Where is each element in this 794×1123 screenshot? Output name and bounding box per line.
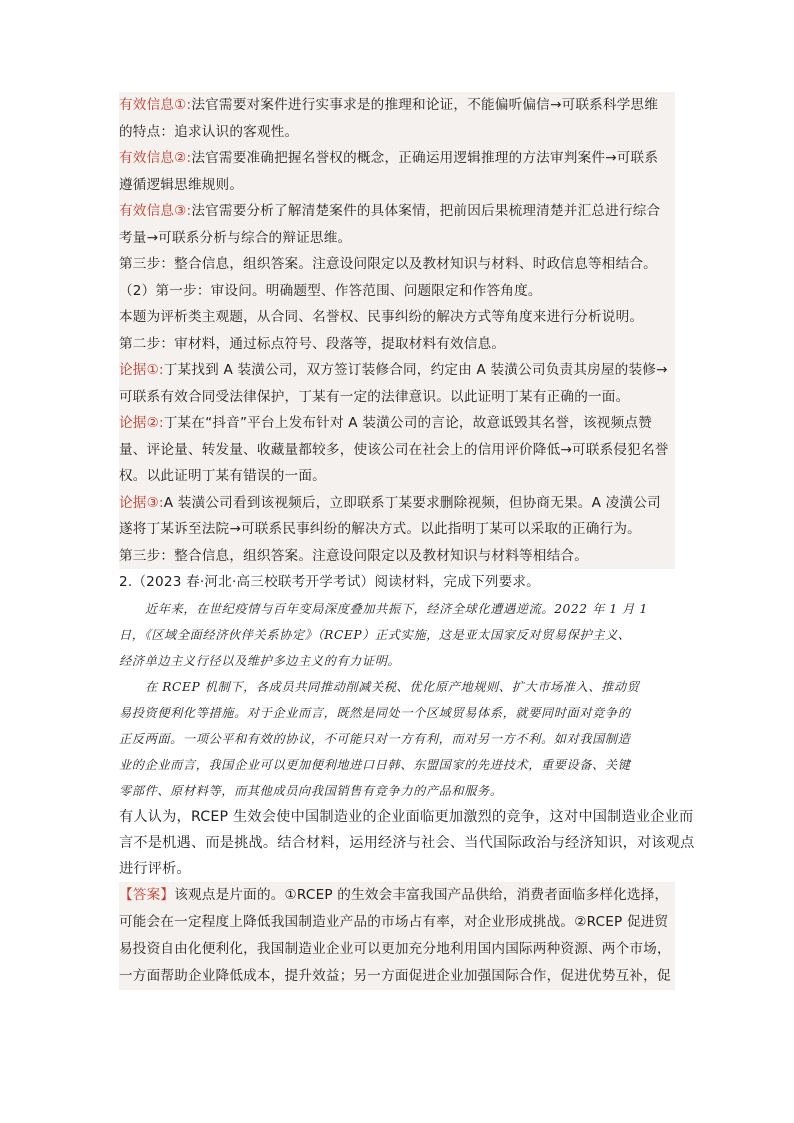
analysis-line [119, 463, 675, 490]
prompt-line: 言不是机遇、而是挑战。结合材料，运用经济与社会、当代国际政治与经济知识，对该观点 [119, 834, 695, 851]
material-line: 业的企业而言，我国企业可以更加便利地进口日韩、东盟国家的先进技术，重要设备、关键 [119, 757, 631, 772]
question-prompt [119, 804, 695, 882]
analysis-line [119, 490, 675, 517]
analysis-line [119, 543, 675, 570]
analysis-text: 量、评论量、转发量、收藏量都较多，使该公司在社会上的信用评价降低→可联系侵犯名誉 [119, 441, 669, 458]
answer-tag: 【答案】 [119, 886, 175, 903]
material-line: 零部件、原材料等，而其他成员向我国销售有竞争力的产品和服务。 [119, 783, 503, 798]
analysis-text: 第二步：审材料，通过标点符号、段落等，提取材料有效信息。 [119, 335, 506, 352]
answer-text: 易投资自由化便利化，我国制造业企业可以更加充分地利用国内国际两种资源、两个市场， [119, 940, 671, 957]
info-label: 论据①: [119, 362, 164, 378]
material-line: 近年来，在世纪疫情与百年变局深度叠加共振下，经济全球化遭遇逆流。2022 年 1 月 1 [145, 601, 648, 616]
answer-line [119, 909, 675, 936]
answer-line [119, 882, 675, 909]
analysis-line [119, 410, 675, 437]
analysis-line [119, 304, 675, 331]
answer-text: 一方面帮助企业降低成本，提升效益；另一方面促进企业加强国际合作，促进优势互补，促 [119, 967, 671, 984]
analysis-section [119, 92, 675, 569]
question-2 [119, 569, 695, 882]
question-header: 2.（2023 春·河北·高三校联考开学考试）阅读材料，完成下列要求。 [119, 574, 540, 590]
answer-line [119, 963, 675, 990]
analysis-text: 本题为评析类主观题，从合同、名誉权、民事纠纷的解决方式等角度来进行分析说明。 [119, 309, 644, 325]
analysis-line [119, 172, 675, 199]
material-line: 在 RCEP 机制下，各成员共同推动削减关税、优化原产地规则、扩大市场准入、推动贸 [145, 679, 640, 694]
analysis-line [119, 92, 675, 119]
analysis-text: 第三步：整合信息，组织答案。注意设问限定以及教材知识与材料等相结合。 [119, 547, 588, 564]
prompt-line: 进行评析。 [119, 860, 191, 877]
analysis-line [119, 198, 675, 225]
answer-section [119, 882, 675, 990]
info-label: 有效信息①: [119, 97, 192, 113]
analysis-text: 遂将丁某诉至法院→可联系民事纠纷的解决方式。以此指明丁某可以采取的正确行为。 [119, 521, 641, 537]
analysis-line [119, 119, 675, 146]
material-line: 经济单边主义行径以及维护多边主义的有力证明。 [119, 653, 401, 668]
analysis-line [119, 384, 675, 411]
analysis-text: 丁某找到 A 装潢公司，双方签订装修合同，约定由 A 装潢公司负责其房屋的装修→ [163, 362, 668, 378]
analysis-line [119, 278, 675, 305]
analysis-text: 考量→可联系分析与综合的辩证思维。 [119, 229, 352, 246]
analysis-line [119, 331, 675, 358]
analysis-line [119, 225, 675, 252]
analysis-line [119, 357, 675, 384]
analysis-line [119, 251, 675, 278]
info-label: 论据③: [119, 494, 164, 511]
material-line: 日，《区域全面经济伙伴关系协定》（RCEP）正式实施，这是亚太国家反对贸易保护主义、 [119, 627, 631, 642]
material-line: 易投资便利化等措施。对于企业而言，既然是同处一个区域贸易体系，就要同时面对竞争的 [119, 705, 631, 720]
answer-text: 可能会在一定程度上降低我国制造业产品的市场占有率，对企业形成挑战。②RCEP 促进贸 [119, 913, 669, 930]
answer-text: 该观点是片面的。①RCEP 的生效会丰富我国产品供给，消费者面临多样化选择， [174, 886, 669, 903]
analysis-text: 的特点：追求认识的客观性。 [119, 123, 299, 140]
prompt-line: 有人认为，RCEP 生效会使中国制造业的企业面临更加激烈的竞争，这对中国制造业企业而 [119, 808, 694, 825]
analysis-line [119, 437, 675, 464]
document-page [119, 92, 695, 990]
info-label: 论据②: [119, 415, 164, 431]
analysis-text: A 装潢公司看到该视频后，立即联系丁某要求删除视频，但协商无果。A 凌潢公司 [163, 494, 661, 511]
analysis-line [119, 145, 675, 172]
analysis-text: 丁某在“抖音”平台上发布针对 A 装潢公司的言论，故意诋毁其名誉，该视频点赞 [163, 415, 652, 431]
material-text [119, 596, 675, 804]
analysis-line [119, 516, 675, 543]
analysis-text: 权。以此证明丁某有错误的一面。 [119, 468, 326, 484]
analysis-text: 遵循逻辑思维规则。 [119, 176, 244, 193]
info-label: 有效信息②: [119, 150, 192, 166]
analysis-text: 法官需要对案件进行实事求是的推理和论证，不能偏听偏信→可联系科学思维 [191, 97, 659, 113]
info-label: 有效信息③: [119, 203, 192, 219]
material-line: 正反两面。一项公平和有效的协议，不可能只对一方有利，而对另一方不利。如对我国制造 [119, 731, 631, 746]
answer-line [119, 936, 675, 963]
analysis-text: （2）第一步：审设问。明确题型、作答范围、问题限定和作答角度。 [119, 282, 542, 299]
analysis-text: 法官需要分析了解清楚案件的具体案情，把前因后果梳理清楚并汇总进行综合 [191, 203, 661, 219]
analysis-text: 可联系有效合同受法律保护，丁某有一定的法律意识。以此证明丁某有正确的一面。 [119, 388, 630, 405]
analysis-text: 第三步：整合信息，组织答案。注意设问限定以及教材知识与材料、时政信息等相结合。 [119, 256, 657, 272]
analysis-text: 法官需要准确把握名誉权的概念，正确运用逻辑推理的方法审判案件→可联系 [191, 150, 659, 166]
